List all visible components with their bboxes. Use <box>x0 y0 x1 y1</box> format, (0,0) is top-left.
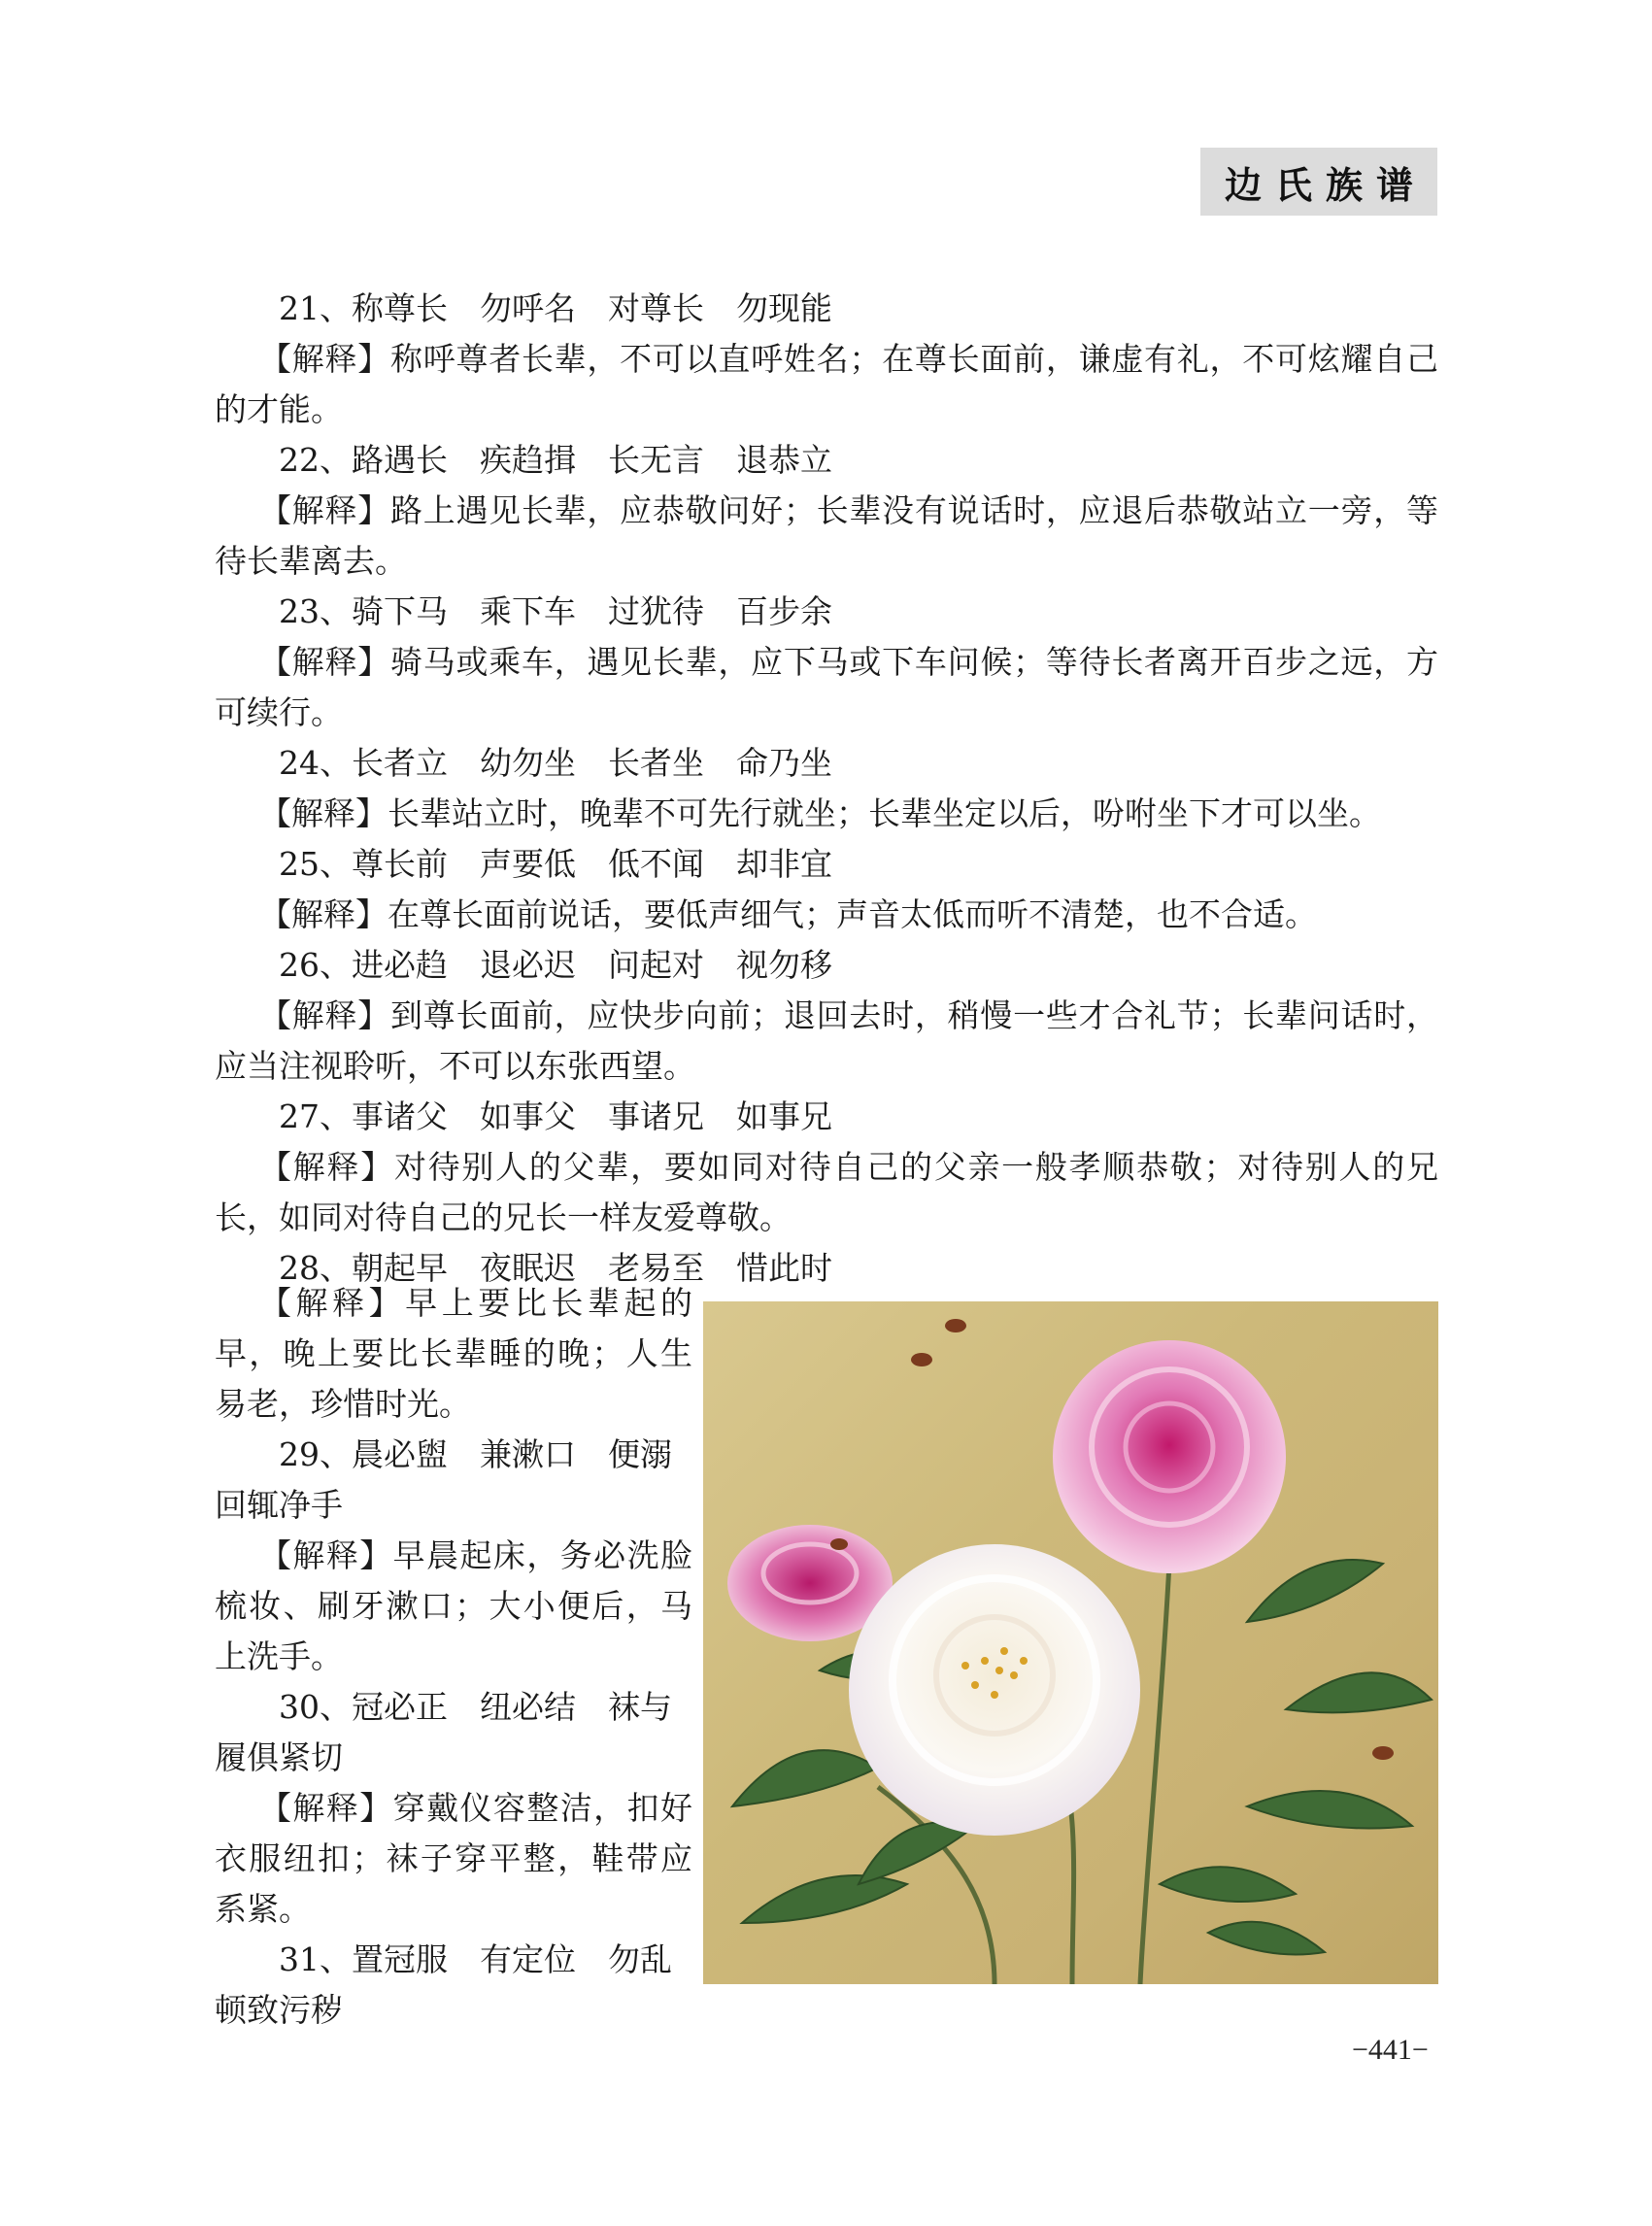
verse-22: 22、路遇长 疾趋揖 长无言 退恭立 <box>279 441 832 479</box>
verse-31: 31、置冠服 有定位 勿乱顿致污秽 <box>215 1940 672 2029</box>
verse-29: 29、晨必盥 兼漱口 便溺回辄净手 <box>215 1435 672 1524</box>
verse-30: 30、冠必正 纽必结 袜与履俱紧切 <box>215 1688 672 1776</box>
peony-illustration <box>703 1301 1438 1984</box>
explanation-30: 【解释】穿戴仪容整洁，扣好衣服纽扣；袜子穿平整，鞋带应系紧。 <box>215 1789 692 1928</box>
explanation-24: 【解释】长辈站立时，晚辈不可先行就坐；长辈坐定以后，吩咐坐下才可以坐。 <box>259 794 1381 832</box>
explanation-27: 【解释】对待别人的父辈，要如同对待自己的父亲一般孝顺恭敬；对待别人的兄长，如同对待自己的兄长一样友爱尊敬。 <box>215 1148 1438 1236</box>
verse-23: 23、骑下马 乘下车 过犹待 百步余 <box>279 592 832 630</box>
verse-25: 25、尊长前 声要低 低不闻 却非宜 <box>279 845 832 883</box>
header-box <box>1200 148 1437 216</box>
explanation-29: 【解释】早晨起床，务必洗脸梳妆、刷牙漱口；大小便后，马上洗手。 <box>215 1536 692 1675</box>
explanation-28: 【解释】早上要比长辈起的早，晚上要比长辈睡的晚；人生易老，珍惜时光。 <box>215 1284 692 1423</box>
lower-content <box>215 1278 692 2036</box>
explanation-25: 【解释】在尊长面前说话，要低声细气；声音太低而听不清楚，也不合适。 <box>259 895 1317 933</box>
verse-21: 21、称尊长 勿呼名 对尊长 勿现能 <box>279 289 832 327</box>
pink-peony-large <box>1053 1340 1286 1573</box>
verse-24: 24、长者立 幼勿坐 长者坐 命乃坐 <box>279 744 832 782</box>
explanation-26: 【解释】到尊长面前，应快步向前；退回去时，稍慢一些才合礼节；长辈问话时，应当注视聆听，不可以东张西望。 <box>215 996 1438 1085</box>
explanation-21: 【解释】称呼尊者长辈，不可以直呼姓名；在尊长面前，谦虚有礼，不可炫耀自己的才能。 <box>215 340 1438 428</box>
header-title: 边氏族谱 <box>1224 163 1427 207</box>
explanation-23: 【解释】骑马或乘车，遇见长辈，应下马或下车问候；等待长者离开百步之远，方可续行。 <box>215 643 1438 731</box>
peony-painting <box>703 1301 1438 1984</box>
verse-26: 26、进必趋 退必迟 问起对 视勿移 <box>279 946 832 984</box>
upper-content <box>215 284 1438 1294</box>
white-peony <box>849 1544 1140 1836</box>
verse-28: 28、朝起早 夜眠迟 老易至 惜此时 <box>279 1249 832 1287</box>
verse-27: 27、事诸父 如事父 事诸兄 如事兄 <box>279 1097 832 1135</box>
explanation-22: 【解释】路上遇见长辈，应恭敬问好；长辈没有说话时，应退后恭敬站立一旁，等待长辈离去。 <box>215 491 1438 580</box>
page-number: −441− <box>1352 2034 1429 2066</box>
